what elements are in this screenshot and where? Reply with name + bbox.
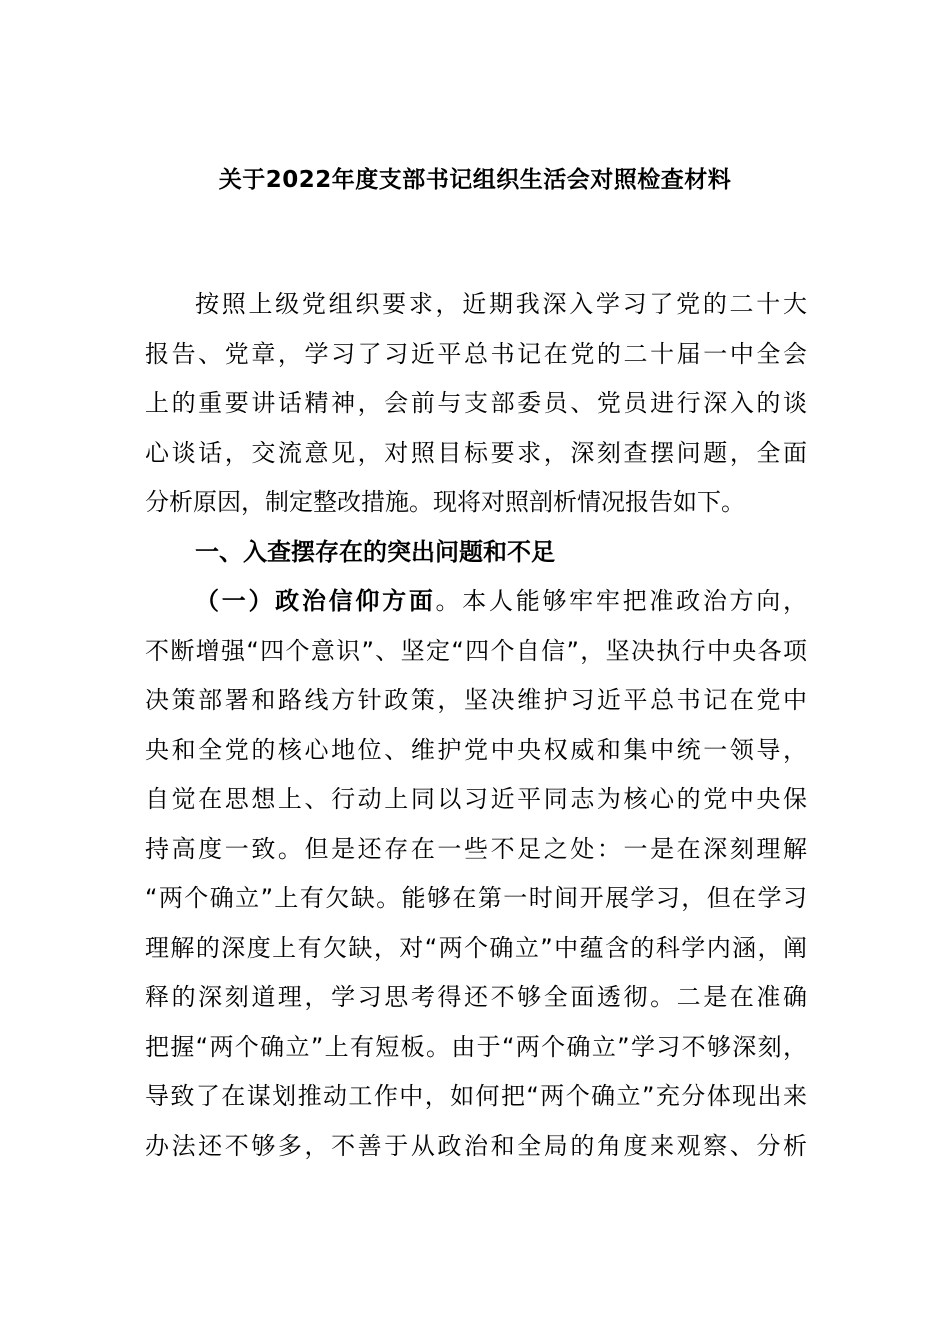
subsection-first-line-text: 。本人能够牢牢把准政治方向， [435, 587, 808, 615]
paragraph-line: 央和全党的核心地位、维护党中央权威和集中统一领导， [145, 735, 807, 764]
subsection-heading: （一）政治信仰方面 [195, 587, 436, 615]
paragraph-line: 释的深刻道理，学习思考得还不够全面透彻。二是在准确 [145, 983, 807, 1011]
document-title: 关于2022年度支部书记组织生活会对照检查材料 [218, 167, 732, 193]
intro-line: 报告、党章，学习了习近平总书记在党的二十届一中全会 [145, 339, 807, 368]
intro-line: 心谈话，交流意见，对照目标要求，深刻查摆问题，全面 [145, 438, 807, 467]
paragraph-line: 持高度一致。但是还存在一些不足之处：一是在深刻理解 [145, 834, 807, 863]
document-body [145, 280, 807, 1171]
paragraph-line: “两个确立”上有欠缺。能够在第一时间开展学习，但在学习 [145, 884, 807, 912]
intro-line: 上的重要讲话精神，会前与支部委员、党员进行深入的谈 [145, 389, 807, 417]
intro-line: 按照上级党组织要求，近期我深入学习了党的二十大 [195, 290, 807, 318]
paragraph-line: 导致了在谋划推动工作中，如何把“两个确立”充分体现出来 [145, 1082, 807, 1110]
paragraph-line: 自觉在思想上、行动上同以习近平同志为核心的党中央保 [145, 785, 807, 813]
paragraph-line: 决策部署和路线方针政策，坚决维护习近平总书记在党中 [145, 686, 807, 714]
paragraph-line: 理解的深度上有欠缺，对“两个确立”中蕴含的科学内涵，阐 [145, 933, 807, 962]
subsection-first-line [145, 577, 807, 627]
paragraph-line: 把握“两个确立”上有短板。由于“两个确立”学习不够深刻， [145, 1032, 807, 1061]
paragraph-line: 不断增强“四个意识”、坚定“四个自信”，坚决执行中央各项 [145, 636, 807, 665]
intro-line: 分析原因，制定整改措施。现将对照剖析情况报告如下。 [145, 488, 745, 516]
section-heading: 一、入查摆存在的突出问题和不足 [195, 537, 555, 566]
paragraph-line: 办法还不够多，不善于从政治和全局的角度来观察、分析 [145, 1131, 807, 1160]
